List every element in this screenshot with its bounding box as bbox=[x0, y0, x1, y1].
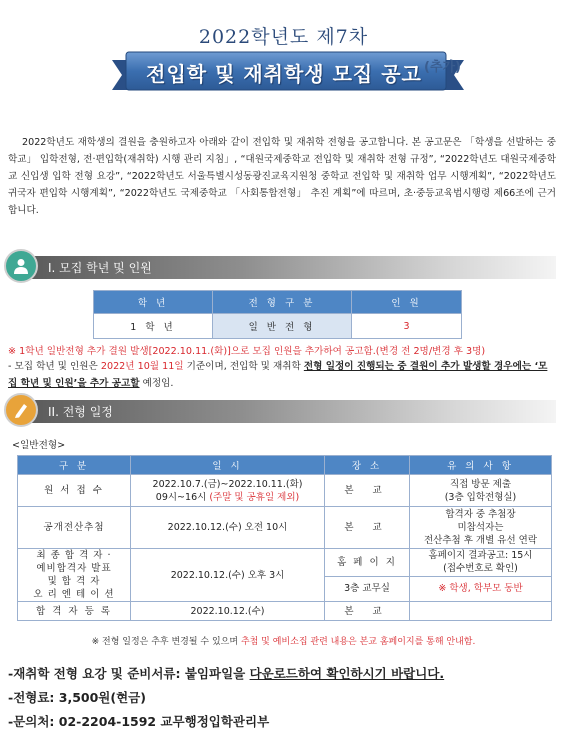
row-result-place-1: 홈 페 이 지 bbox=[325, 549, 410, 577]
application-hours-text: 09시~16시 bbox=[155, 491, 210, 503]
row-registration-label: 합 격 자 등 록 bbox=[18, 602, 131, 621]
row-application-label: 원 서 접 수 bbox=[18, 475, 131, 507]
cell-type: 일 반 전 형 bbox=[213, 314, 352, 339]
application-exclusion: (주말 및 공휴일 제외) bbox=[209, 491, 300, 503]
result-label-4: 오 리 엔 테 이 션 bbox=[33, 589, 115, 600]
result-label-1: 최 종 합 격 자 · bbox=[36, 550, 112, 561]
documents-info-underlined: 다운로드하여 확인하시기 바랍니다. bbox=[249, 666, 445, 681]
header-type: 전 형 구 분 bbox=[213, 291, 352, 314]
page-title: 전입학 및 재취학생 모집 공고 bbox=[146, 62, 422, 86]
recruitment-basis-note bbox=[8, 358, 556, 392]
header-count: 인 원 bbox=[352, 291, 462, 314]
cell-count: 3 bbox=[352, 314, 462, 339]
note-text: - 모집 학년 및 인원은 bbox=[8, 361, 101, 372]
row-lottery-notes bbox=[410, 507, 552, 549]
application-hours bbox=[131, 491, 324, 504]
intro-paragraph bbox=[8, 134, 556, 219]
contact-info: -문의처: 02-2204-1592 교무행정입학관리부 bbox=[8, 714, 270, 729]
application-note-1: 직접 방문 제출 bbox=[449, 478, 512, 490]
schedule-note bbox=[0, 634, 567, 647]
header-category: 구 분 bbox=[18, 456, 131, 475]
person-icon bbox=[4, 249, 38, 283]
row-result-place-2: 3층 교무실 bbox=[325, 576, 410, 601]
lottery-note-2: 미참석자는 bbox=[457, 522, 504, 533]
row-application-place: 본 교 bbox=[325, 475, 410, 507]
result-note-2: (접수번호로 확인) bbox=[443, 563, 518, 575]
row-lottery-place: 본 교 bbox=[325, 507, 410, 549]
schedule-note-text: ※ 전형 일정은 추후 변경될 수 있으며 bbox=[91, 637, 241, 647]
header-notes: 유 의 사 항 bbox=[410, 456, 552, 475]
note-emphasis: 전형 일정이 진행되는 중 결원이 추가 발생할 경우에는 ‘모집 학년 및 인원’을 추가 공고할 bbox=[8, 361, 548, 389]
title-suffix: (추가) bbox=[424, 60, 461, 75]
result-label-2: 예비합격자 발표 bbox=[36, 563, 112, 574]
result-note-1: 홈페이지 결과공고: 15시 bbox=[428, 550, 533, 562]
title-banner bbox=[112, 50, 476, 96]
row-lottery-label: 공개전산추첨 bbox=[18, 507, 131, 549]
section-header-1 bbox=[4, 249, 556, 285]
schedule-note-red: 추첨 및 예비소집 관련 내용은 본교 홈페이지를 통해 안내함. bbox=[240, 637, 476, 647]
header-place: 장 소 bbox=[325, 456, 410, 475]
schedule-table bbox=[17, 455, 552, 621]
lottery-note-1: 합격자 중 추첨장 bbox=[445, 509, 516, 520]
application-period: 2022.10.7.(금)~2022.10.11.(화) bbox=[152, 478, 303, 490]
row-result-datetime: 2022.10.12.(수) 오후 3시 bbox=[131, 549, 325, 602]
row-registration-notes bbox=[410, 602, 552, 621]
documents-info bbox=[8, 664, 444, 682]
row-application-notes bbox=[410, 475, 552, 507]
row-registration-place: 본 교 bbox=[325, 602, 410, 621]
added-vacancy-note: ※ 1학년 일반전형 추가 결원 발생[2022.10.11.(화)]으로 모집 인원을 추가하여 공고함.(변경 전 2명/변경 후 3명) bbox=[8, 346, 486, 357]
documents-info-text: -재취학 전형 요강 및 준비서류: 붙임파일을 bbox=[8, 666, 250, 681]
header-grade: 학 년 bbox=[94, 291, 213, 314]
note-date: 2022년 10월 11일 bbox=[100, 361, 184, 372]
row-result-label bbox=[18, 549, 131, 602]
pencil-icon bbox=[4, 393, 38, 427]
row-result-notes-2: ※ 학생, 학부모 동반 bbox=[410, 576, 552, 601]
general-admission-label: <일반전형> bbox=[12, 440, 66, 451]
row-lottery-datetime: 2022.10.12.(수) 오전 10시 bbox=[131, 507, 325, 549]
header-datetime: 일 시 bbox=[131, 456, 325, 475]
intro-text: 2022학년도 재학생의 결원을 충원하고자 아래와 같이 전입학 및 재취학 전형을 공고합니다. 본 공고문은 「학생을 선발하는 중학교」 입학전형, 전·편입학(재취학) 시행 관리 지침」, “대원국제중학교 전입학 및 재취학 전형 규정”, “2022학년도 대원국제중학교 신입생 입학 전형 요강”, “2022학년도 서울특별시성동광진교육지원청 중학교 전입학 및 재취학 업무 시행계획”, “2022학년도 귀국자 편입학 시행계획”, “2022학년도 국제중학교 「사회통합전형」 추진 계획”에 따르며, 초·중등교육법시행령 제66조에 근거합니다. bbox=[8, 137, 556, 216]
note-text: 예정임. bbox=[139, 378, 174, 389]
result-label-3: 및 합 격 자 bbox=[47, 576, 101, 587]
fee-info: -전형료: 3,500원(현금) bbox=[8, 690, 146, 705]
application-note-2: (3층 입학전형실) bbox=[444, 491, 517, 503]
section-title: I. 모집 학년 및 인원 bbox=[48, 261, 152, 275]
cell-grade: 1 학 년 bbox=[94, 314, 213, 339]
row-registration-datetime: 2022.10.12.(수) bbox=[131, 602, 325, 621]
announcement-year-round: 2022학년도 제7차 bbox=[198, 26, 369, 48]
section-title: II. 전형 일정 bbox=[48, 405, 113, 419]
section-header-2 bbox=[4, 393, 556, 429]
note-text: 기준이며, 전입학 및 재취학 bbox=[183, 361, 304, 372]
row-result-notes-1 bbox=[410, 549, 552, 577]
recruitment-table bbox=[93, 290, 462, 339]
lottery-note-3: 전산추첨 후 개별 유선 연락 bbox=[423, 535, 538, 546]
row-application-datetime bbox=[131, 475, 325, 507]
